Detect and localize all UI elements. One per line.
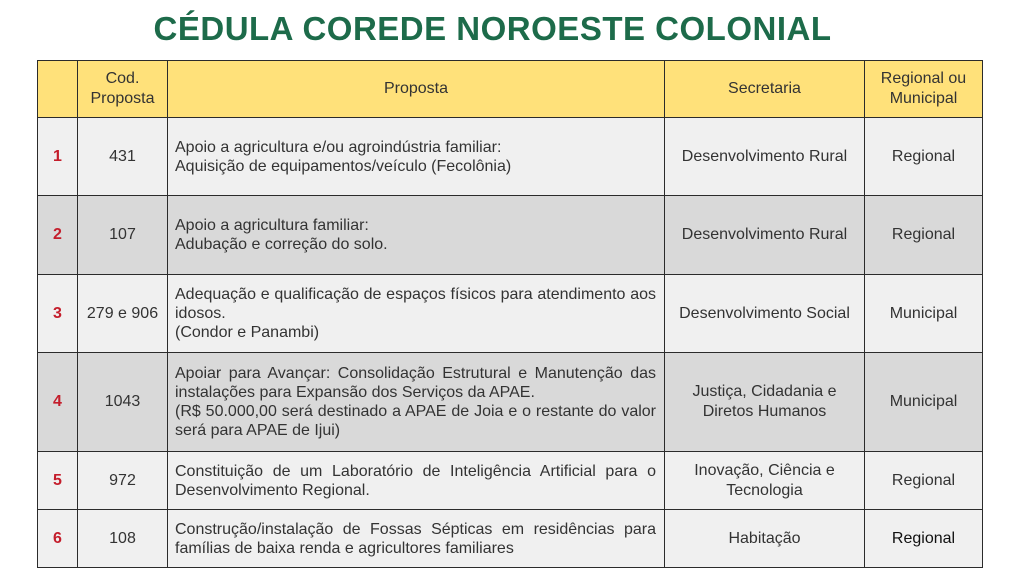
proposta-line: Apoiar para Avançar: Consolidação Estrutural e Manutenção das instalações para Expansão dos Serviços da APAE. [175, 365, 656, 401]
table-row [38, 275, 983, 353]
proposta-line: Constituição de um Laboratório de Inteligência Artificial para o Desenvolvimento Regional. [175, 462, 656, 499]
cod-proposta-cell: 972 [78, 452, 168, 510]
table-row [38, 118, 983, 196]
proposta-cell [168, 196, 665, 275]
proposta-line: (Condor e Panambi) [175, 324, 320, 341]
header-regional-municipal: Regional ou Municipal [865, 61, 983, 118]
table-row [38, 196, 983, 275]
proposta-cell [168, 275, 665, 353]
proposta-cell [168, 452, 665, 510]
page-title: CÉDULA COREDE NOROESTE COLONIAL [153, 10, 832, 47]
proposta-line: Construção/instalação de Fossas Sépticas em residências para famílias de baixa renda e agricultores familiares [175, 520, 656, 557]
secretaria-cell: Desenvolvimento Rural [665, 118, 865, 196]
secretaria-cell: Justiça, Cidadania e Diretos Humanos [665, 353, 865, 452]
regional-cell: Regional [865, 196, 983, 275]
proposta-line: (R$ 50.000,00 será destinado a APAE de Joia e o restante do valor será para APAE de Ijui) [175, 403, 656, 439]
header-cod-proposta: Cod. Proposta [78, 61, 168, 118]
proposta-line: Apoio a agricultura e/ou agroindústria familiar: [175, 138, 502, 156]
proposals-table [37, 60, 983, 568]
header-secretaria: Secretaria [665, 61, 865, 118]
secretaria-cell: Desenvolvimento Rural [665, 196, 865, 275]
row-number: 2 [38, 196, 78, 275]
regional-cell: Municipal [865, 275, 983, 353]
cod-proposta-cell: 279 e 906 [78, 275, 168, 353]
proposta-line: Adubação e correção do solo. [175, 236, 388, 253]
regional-cell: Regional [865, 510, 983, 568]
table-row [38, 353, 983, 452]
row-number: 1 [38, 118, 78, 196]
regional-cell: Regional [865, 118, 983, 196]
cod-proposta-cell: 1043 [78, 353, 168, 452]
proposta-cell [168, 510, 665, 568]
proposta-line: Apoio a agricultura familiar: [175, 217, 369, 234]
regional-cell: Municipal [865, 353, 983, 452]
row-number: 6 [38, 510, 78, 568]
proposta-cell [168, 118, 665, 196]
cod-proposta-cell: 108 [78, 510, 168, 568]
row-number: 3 [38, 275, 78, 353]
table-row [38, 452, 983, 510]
proposta-line: Adequação e qualificação de espaços físicos para atendimento aos idosos. [175, 286, 656, 322]
cod-proposta-cell: 107 [78, 196, 168, 275]
row-number: 4 [38, 353, 78, 452]
proposta-cell [168, 353, 665, 452]
secretaria-cell: Habitação [665, 510, 865, 568]
proposta-line: Aquisição de equipamentos/veículo (Fecolônia) [175, 157, 512, 175]
row-number: 5 [38, 452, 78, 510]
table-header-row [38, 61, 983, 118]
header-proposta: Proposta [168, 61, 665, 118]
regional-cell: Regional [865, 452, 983, 510]
table-row [38, 510, 983, 568]
header-number [38, 61, 78, 118]
cod-proposta-cell: 431 [78, 118, 168, 196]
secretaria-cell: Inovação, Ciência e Tecnologia [665, 452, 865, 510]
secretaria-cell: Desenvolvimento Social [665, 275, 865, 353]
